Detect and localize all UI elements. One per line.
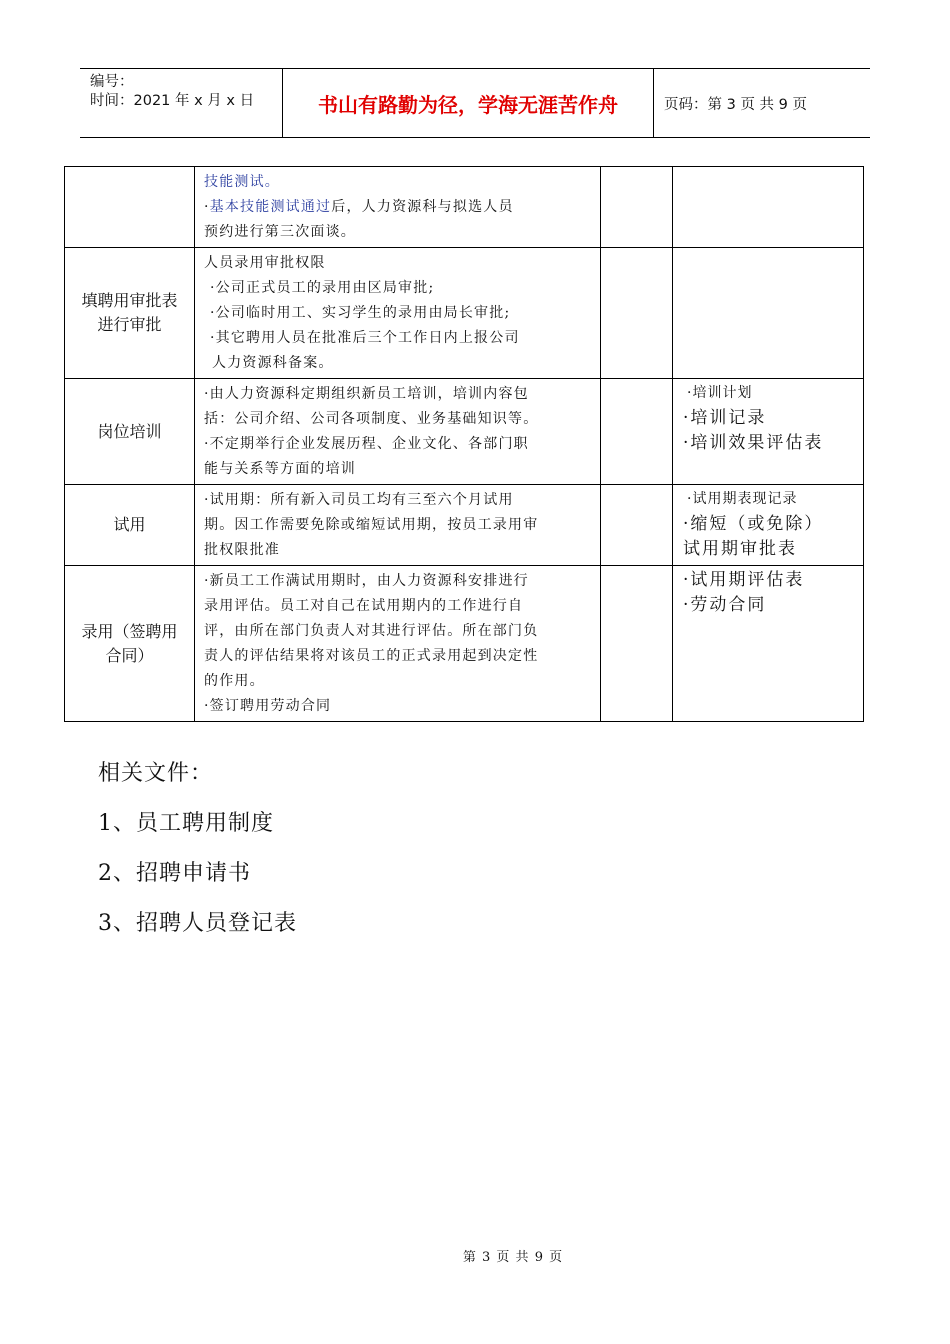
description-cell <box>195 379 601 485</box>
description-cell <box>195 485 601 566</box>
description-line: 评，由所在部门负责人对其进行评估。所在部门负 <box>204 623 539 639</box>
description-line: 能与关系等方面的培训 <box>204 461 356 477</box>
blank-cell <box>601 566 673 722</box>
description-line: ·其它聘用人员在批准后三个工作日内上报公司 <box>210 330 520 346</box>
description-line: ·公司正式员工的录用由区局审批; <box>210 280 435 296</box>
related-title: 相关文件： <box>98 761 214 786</box>
header-motto: 书山有路勤为径，学海无涯苦作舟 <box>282 69 654 137</box>
related-documents <box>98 752 297 952</box>
description-line: 录用评估。员工对自己在试用期内的工作进行自 <box>204 598 524 614</box>
description-line: 的作用。 <box>204 673 265 689</box>
table-row <box>65 379 864 485</box>
table-row <box>65 167 864 248</box>
step-cell <box>65 566 195 722</box>
documents-cell <box>673 167 864 248</box>
document-item: ·培训记录 <box>683 408 767 428</box>
document-item: ·试用期表现记录 <box>687 491 798 507</box>
description-line <box>204 195 592 220</box>
table-row <box>65 566 864 722</box>
document-item: ·培训计划 <box>687 385 753 401</box>
process-table <box>64 166 864 722</box>
description-text: 后，人力资源科与拟选人员 <box>331 199 514 215</box>
description-line: ·试用期：所有新入司员工均有三至六个月试用 <box>204 492 514 508</box>
description-line: ·公司临时用工、实习学生的录用由局长审批; <box>210 305 511 321</box>
description-line: 技能测试。 <box>204 174 280 190</box>
description-line: 括：公司介绍、公司各项制度、业务基础知识等。 <box>204 411 539 427</box>
blank-cell <box>601 485 673 566</box>
blank-cell <box>601 167 673 248</box>
blank-cell <box>601 248 673 379</box>
step-label: 岗位培训 <box>97 421 162 441</box>
highlighted-text: 基本技能测试通过 <box>209 199 332 215</box>
step-label: 录用（签聘用合同） <box>81 621 178 665</box>
description-line: 期。因工作需要免除或缩短试用期，按员工录用审 <box>204 517 539 533</box>
step-label: 试用 <box>113 515 146 534</box>
blank-cell <box>601 379 673 485</box>
description-line: ·不定期举行企业发展历程、企业文化、各部门职 <box>204 436 529 452</box>
step-cell <box>65 248 195 379</box>
number-label: 编号： <box>90 74 134 90</box>
page-header <box>80 68 870 138</box>
page-footer <box>0 1246 950 1265</box>
documents-cell <box>673 485 864 566</box>
related-item: 1、员工聘用制度 <box>98 811 274 836</box>
document-item: ·培训效果评估表 <box>683 433 824 453</box>
description-line: ·由人力资源科定期组织新员工培训，培训内容包 <box>204 386 529 402</box>
description-line: ·新员工工作满试用期时，由人力资源科安排进行 <box>204 573 529 589</box>
description-cell <box>195 566 601 722</box>
step-label: 填聘用审批表进行审批 <box>81 291 178 334</box>
step-cell <box>65 485 195 566</box>
date-label: 时间：2021 年 x 月 x 日 <box>90 93 255 109</box>
document-item: ·试用期评估表 <box>683 570 805 590</box>
table-row <box>65 485 864 566</box>
related-item: 3、招聘人员登记表 <box>98 911 297 936</box>
step-cell <box>65 167 195 248</box>
documents-cell <box>673 566 864 722</box>
related-item: 2、招聘申请书 <box>98 861 251 886</box>
document-item: ·缩短（或免除） <box>683 514 824 534</box>
header-meta <box>80 69 282 137</box>
table-row <box>65 248 864 379</box>
description-line: 预约进行第三次面谈。 <box>204 224 356 240</box>
documents-cell <box>673 248 864 379</box>
description-cell <box>195 248 601 379</box>
description-line: 批权限批准 <box>204 542 280 558</box>
step-cell <box>65 379 195 485</box>
description-line: 人员录用审批权限 <box>204 255 326 271</box>
description-line: 人力资源科备案。 <box>212 355 334 371</box>
description-line: 责人的评估结果将对该员工的正式录用起到决定性 <box>204 648 539 664</box>
document-item: ·劳动合同 <box>683 595 767 615</box>
bullet: · <box>204 199 210 215</box>
documents-cell <box>673 379 864 485</box>
footer-page-number: 第 3 页 共 9 页 <box>462 1250 564 1265</box>
document-item: 试用期审批表 <box>683 539 797 559</box>
header-page-info: 页码：第 3 页 共 9 页 <box>664 96 807 113</box>
description-cell <box>195 167 601 248</box>
description-line: ·签订聘用劳动合同 <box>204 698 332 714</box>
